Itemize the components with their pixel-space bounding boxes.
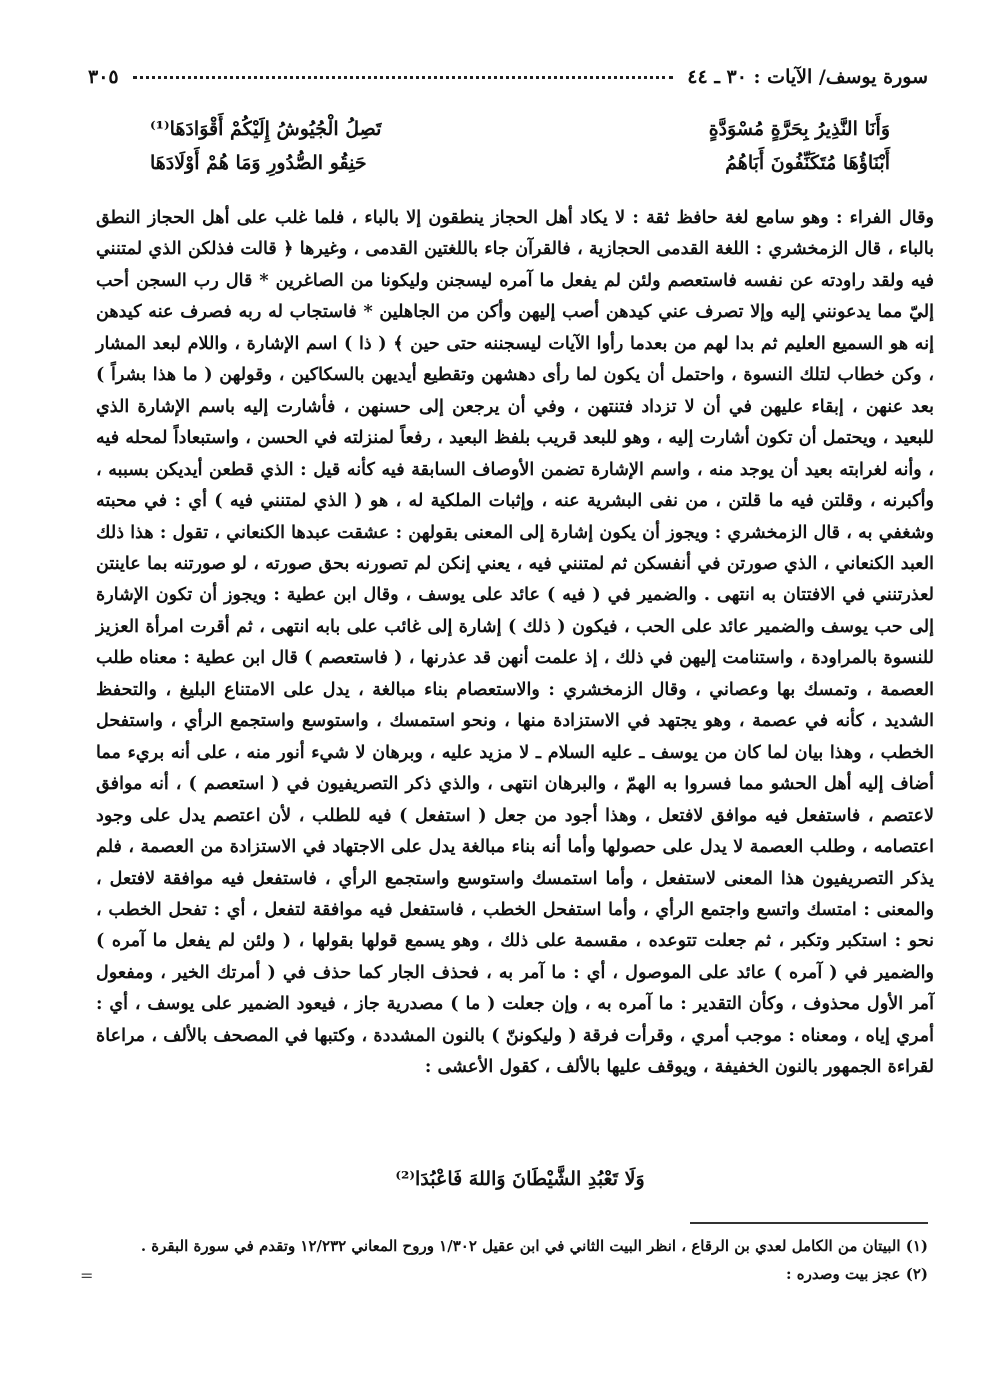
verse-hemistich-right: أَبْنَاؤُهَا مُتَكَنِّفُونَ أَبَاهُمُ — [725, 152, 890, 174]
running-header — [88, 60, 928, 94]
footnote-separator — [690, 1222, 928, 1224]
footnote-2: (٢) عجز بيت وصدره : — [786, 1265, 928, 1283]
quoted-verse: وَلَا تَعْبُدِ الشَّيْطَانَ وَاللهَ فَاعْبُدَا⁽²⁾ — [395, 1168, 645, 1190]
page-number: ٣٠٥ — [88, 66, 119, 88]
chapter-title: سورة يوسف/ الآيات : ٣٠ ـ ٤٤ — [687, 66, 928, 88]
poem-couplet — [150, 112, 890, 180]
verse-hemistich-left: حَنِقُو الصُّدُورِ وَمَا هُمْ أَوْلَادَهَا — [150, 152, 367, 174]
verse-hemistich-right: وَأَنَا النَّذِيرُ بِحَرَّةٍ مُسْوَدَّةٍ — [708, 118, 890, 140]
footnote-1: (١) البيتان من الكامل لعدي بن الرقاع ، انظر البيت الثاني في ابن عقيل ١/٣٠٢ وروح المعاني ١٢/٢٣٢ وتقدم في سورة البقرة . — [140, 1237, 928, 1255]
header-dotted-leader — [133, 75, 674, 79]
verse-hemistich-left: تَصِلُ الْجُيُوشُ إِلَيْكُمْ أَقْوَادَهَا⁽¹⁾ — [150, 118, 382, 140]
poem-line — [150, 146, 890, 180]
poem-line — [150, 112, 890, 146]
margin-mark: = — [80, 1266, 94, 1285]
commentary-paragraph: وقال الفراء : وهو سامع لغة حافظ ثقة : لا يكاد أهل الحجاز ينطقون إلا بالباء ، فلما غلب على أهل الحجاز النطق بالباء ، قال الزمخشري : اللغة القدمى الحجازية ، فالقرآن جاء باللغتين القدمى ، وغيرها ﴿ قالت فذلكن الذي لمتنني فيه ولقد راودته عن نفسه فاستعصم ولئن لم يفعل ما آمره ليسجنن وليكونا من الصاغرين * قال رب السجن أحب إليّ مما يدعونني إليه وإلا تصرف عني كيدهن أصب إليهن وأكن من الجاهلين * فاستجاب له ربه فصرف عنه كيدهن إنه هو السميع العليم ثم بدا لهم من بعدما رأوا الآيات ليسجننه حتى حين ﴾ ( ذا ) اسم الإشارة ، واللام لبعد المشار ، وكن خطاب لتلك النسوة ، واحتمل أن يكون لما رأى دهشهن وتقطيع أيديهن بالسكاكين ، وقولهن ( ما هذا بشراً ) بعد عنهن ، إبقاء عليهن في أن لا تزداد فتنتهن ، وفي أن يرجعن إلى حسنهن ، فأشارت إليه باسم الإشارة الذي للبعيد ، ويحتمل أن تكون أشارت إليه ، وهو للبعد قريب بلفظ البعيد ، رفعاً لمنزلته في الحسن ، واستبعاداً لمحله فيه ، وأنه لغرابته بعيد أن يوجد منه ، واسم الإشارة تضمن الأوصاف السابقة فيه كأنه قيل : الذي قطعن أيديكن بسببه ، وأكبرنه ، وقلتن فيه ما قلتن ، من نفى البشرية عنه ، وإثبات الملكية له ، هو ( الذي لمتنني فيه ) أي : في محبته وشغفي به ، قال الزمخشري : ويجوز أن يكون إشارة إلى المعنى بقولهن : عشقت عبدها الكنعاني ، تقول : هذا ذلك العبد الكنعاني ، الذي صورتن في أنفسكن ثم لمتنني فيه ، يعني إنكن لم تصورنه بحق صورته ، لو صورتنه بما عاينتن لعذرتنني في الافتتان به انتهى . والضمير في ( فيه ) عائد على يوسف ، وقال ابن عطية : ويجوز أن تكون الإشارة إلى حب يوسف والضمير عائد على الحب ، فيكون ( ذلك ) إشارة إلى غائب على بابه انتهى ، ثم أقرت امرأة العزيز للنسوة بالمراودة ، واستنامت إليهن في ذلك ، إذ علمت أنهن قد عذرنها ، ( فاستعصم ) قال ابن عطية : معناه طلب العصمة ، وتمسك بها وعصاني ، وقال الزمخشري : والاستعصام بناء مبالغة ، يدل على الامتناع البليغ ، والتحفظ الشديد ، كأنه في عصمة ، وهو يجتهد في الاستزادة منها ، ونحو استمسك ، واستوسع واستجمع الرأي ، واستفحل الخطب ، وهذا بيان لما كان من يوسف ـ عليه السلام ـ لا مزيد عليه ، وبرهان لا شيء أنور منه ، على أنه بريء مما أضاف إليه أهل الحشو مما فسروا به الهمّ ، والبرهان انتهى ، والذي ذكر التصريفيون في ( استعصم ) ، أنه موافق لاعتصم ، فاستفعل فيه موافق لافتعل ، وهذا أجود من جعل ( استفعل ) فيه للطلب ، لأن اعتصم يدل على وجود اعتصامه ، وطلب العصمة لا يدل على حصولها وأما أنه بناء مبالغة يدل على الاجتهاد في الاستزادة من العصمة ، فلم يذكر التصريفيون هذا المعنى لاستفعل ، وأما استمسك واستوسع واستجمع الرأي ، فاستفعل فيه موافقة لافتعل ، والمعنى : امتسك واتسع واجتمع الرأي ، وأما استفحل الخطب ، فاستفعل فيه موافقة لتفعل ، أي : تفحل الخطب ، نحو : استكبر وتكبر ، ثم جعلت تتوعده ، مقسمة على ذلك ، وهو يسمع قولها بقولها ، ( ولئن لم يفعل ما آمره ) والضمير في ( آمره ) عائد على الموصول ، أي : ما آمر به ، فحذف الجار كما حذف في ( أمرتك الخير ، ومفعول آمر الأول محذوف ، وكأن التقدير : ما آمره به ، وإن جعلت ( ما ) مصدرية جاز ، فيعود الضمير على يوسف ، أي : أمري إياه ، ومعناه : موجب أمري ، وقرأت فرقة ( وليكوننّ ) بالنون المشددة ، وكتبها في المصحف بالألف ، مراعاة لقراءة الجمهور بالنون الخفيفة ، ويوقف عليها بالألف ، كقول الأعشى : — [96, 207, 934, 1078]
footnotes — [120, 1232, 928, 1288]
commentary-body — [96, 202, 934, 1083]
